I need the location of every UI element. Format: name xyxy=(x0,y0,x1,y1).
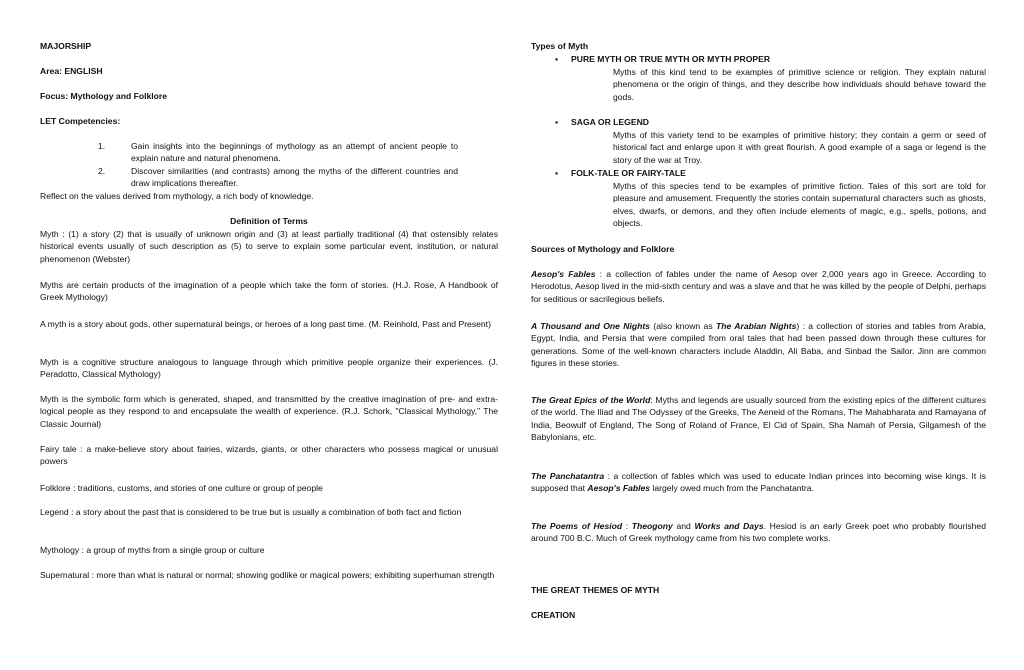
fairy-tale-definition: Fairy tale : a make-believe story about fairies, wizards, giants, or other characters who possess magical or unusual powers xyxy=(40,444,498,467)
panchatantra-entry: The Panchatantra : a collection of fables which was used to educate Indian princes into becoming wise kings. It is supposed that Aesop's Fables largely owed much from the Panchatantra. xyxy=(531,471,986,494)
creation-heading: CREATION xyxy=(531,610,576,620)
myths-certain-definition: Myths are certain products of the imagination of a people which take the form of stories. (H.J. Rose, A Handbook of Greek Mythology) xyxy=(40,280,498,303)
myth-symbolic-definition: Myth is the symbolic form which is generated, shaped, and transmitted by the creative imagination of pre- and extra-logical people as they respond to and encapsulate the wealth of experience. (R.J. Schork, "Classical Mythology," The Classic Journal) xyxy=(40,394,498,429)
great-themes-heading: THE GREAT THEMES OF MYTH xyxy=(531,585,660,595)
majorship-heading: MAJORSHIP xyxy=(40,41,92,51)
bullet-icon: ▪ xyxy=(555,54,559,64)
legend-definition: Legend : a story about the past that is considered to be true but is usually a combination of both fact and fiction xyxy=(40,507,462,517)
myth-gods-definition: A myth is a story about gods, other supernatural beings, or heroes of a long past time. (M. Reinhold, Past and Present) xyxy=(40,319,491,329)
bullet-icon: ▪ xyxy=(555,168,559,178)
myth-type-label: ▪ PURE MYTH OR TRUE MYTH OR MYTH PROPER xyxy=(555,54,771,64)
competencies-list xyxy=(98,140,458,190)
hesiod-entry: The Poems of Hesiod : Theogony and Works and Days. Hesiod is an early Greek poet who probably flourished around 700 B.C. Much of Greek mythology came from his two complete works. xyxy=(531,521,986,544)
folklore-definition: Folklore : traditions, customs, and stories of one culture or group of people xyxy=(40,483,323,493)
competencies-heading: LET Competencies: xyxy=(40,116,121,126)
supernatural-definition: Supernatural : more than what is natural or normal; showing godlike or magical powers; exhibiting superhuman strength xyxy=(40,570,495,580)
area-line: Area: ENGLISH xyxy=(40,66,103,76)
aesop-entry: Aesop's Fables : a collection of fables under the name of Aesop over 2,000 years ago in Greece. According to Herodotus, Aesop lived in the mid-sixth century and was a slave and that he was killed by the people of Delphi, perhaps for seditious or sacrilegious beliefs. xyxy=(531,269,987,304)
focus-line: Focus: Mythology and Folklore xyxy=(40,91,168,101)
bullet-icon: ▪ xyxy=(555,117,559,127)
myth-type-label: ▪ SAGA OR LEGEND xyxy=(555,117,649,127)
competency-item: 1. Gain insights into the beginnings of mythology as an attempt of ancient people to explain nature and natural phenomena. xyxy=(98,141,458,164)
myth-definition: Myth : (1) a story (2) that is usually of unknown origin and (3) at least partially traditional (4) that ostensibly relates historical events usually of such description as (5) to serve to explain some particular event, institution, or natural phenomenon (Webster) xyxy=(40,229,498,264)
great-epics-entry: The Great Epics of the World: Myths and legends are usually sourced from the existing epics of the different cultures of the world. The Iliad and The Odyssey of the Greeks, The Aeneid of the Romans, The Mahabharata and Ramayana of India, Beowulf of England, The Song of Roland of France, El Cid of Spain, Sha Namah of Persia, Gilgamesh of the Babylonians, etc. xyxy=(531,395,986,443)
mythology-definition: Mythology : a group of myths from a single group or culture xyxy=(40,545,265,555)
myth-type-description: Myths of this variety tend to be examples of primitive history; they contain a germ or seed of historical fact and enlarge upon it with great flourish. A good example of a saga or legend is the story of the war at Troy. xyxy=(613,130,986,165)
competency-item: 2. Discover similarities (and contrasts) among the myths of the different countries and draw implications thereafter. xyxy=(98,165,458,189)
thousand-nights-entry: A Thousand and One Nights (also known as The Arabian Nights) : a collection of stories and tables from Arabia, Egypt, India, and Persia that were compiled from oral tales that had been passed down through these cultures for generations. Some of the well-known characters include Aladdin, Ali Baba, and Sinbad the Sailor. Jinn are common figures in these stories. xyxy=(531,321,986,369)
reflect-line: Reflect on the values derived from mythology, a rich body of knowledge. xyxy=(40,191,314,201)
myth-type-description: Myths of this kind tend to be examples of primitive science or religion. They explain natural phenomena or the origin of things, and they describe how individuals should behave toward the gods. xyxy=(613,67,986,102)
types-heading: Types of Myth xyxy=(531,41,589,51)
myth-type-description: Myths of this species tend to be examples of primitive fiction. Tales of this sort are told for pleasure and amusement. Frequently the stories contain supernatural characters such as ghosts, elves, dwarfs, or demons, and they often include elements of magic, e.g., spells, potions, and objects. xyxy=(613,181,986,229)
myth-type-label: ▪ FOLK-TALE OR FAIRY-TALE xyxy=(555,168,686,178)
myth-cognitive-definition: Myth is a cognitive structure analogous to language through which primitive people organize their experiences. (J. Peradotto, Classical Mythology) xyxy=(40,357,498,380)
aesop-title: Aesop's Fables xyxy=(531,269,596,279)
definition-heading: Definition of Terms xyxy=(230,216,308,226)
sources-heading: Sources of Mythology and Folklore xyxy=(531,244,675,254)
